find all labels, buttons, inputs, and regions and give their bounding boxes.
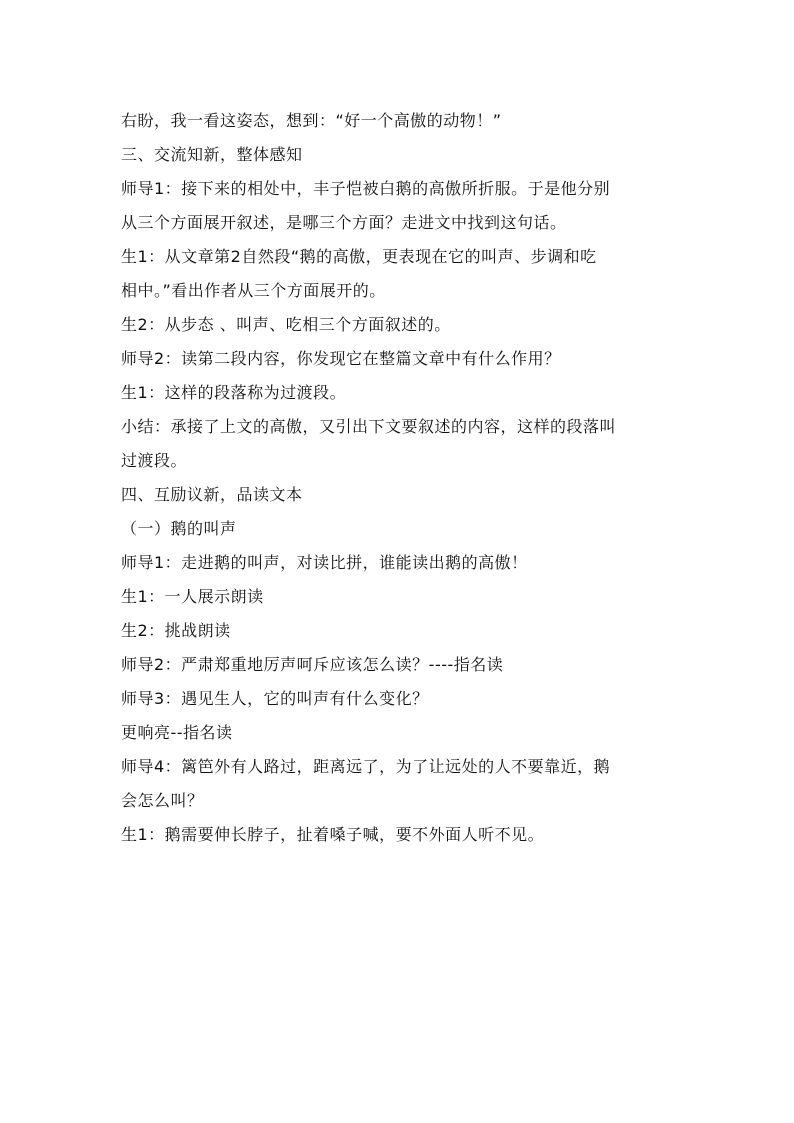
- text-line-4: 从三个方面展开叙述，是哪三个方面？走进文中找到这句话。: [121, 213, 567, 232]
- subsection-heading-1: （一）鹅的叫声: [121, 519, 237, 538]
- text-line-5: 生1：从文章第2自然段“鹅的高傲，更表现在它的叫声、步调和吃: [121, 247, 597, 266]
- text-line-17: 师导2：严肃郑重地厉声呵斥应该怎么读？----指名读: [121, 655, 504, 674]
- text-line-21: 会怎么叫？: [121, 791, 204, 810]
- text-line-18: 师导3：遇见生人，它的叫声有什么变化？: [121, 689, 429, 708]
- text-line-22: 生1：鹅需要伸长脖子，扯着嗓子喊，要不外面人听不见。: [121, 825, 545, 844]
- section-heading-4: 四、互励议新，品读文本: [121, 485, 303, 504]
- text-line-19: 更响亮--指名读: [121, 723, 233, 742]
- text-line-10: 小结：承接了上文的高傲，又引出下文要叙述的内容，这样的段落叫: [121, 417, 617, 436]
- text-line-11: 过渡段。: [121, 451, 188, 470]
- section-heading-3: 三、交流知新，整体感知: [121, 145, 303, 164]
- document-body: [121, 104, 687, 852]
- text-line-15: 生1：一人展示朗读: [121, 587, 264, 606]
- text-line-3: 师导1：接下来的相处中，丰子恺被白鹅的高傲所折服。于是他分别: [121, 179, 611, 198]
- text-line-20: 师导4：篱笆外有人路过，距离远了，为了让远处的人不要靠近，鹅: [121, 757, 611, 776]
- text-line-8: 师导2：读第二段内容，你发现它在整篇文章中有什么作用？: [121, 349, 561, 368]
- text-line-1: 右盼，我一看这姿态，想到：“好一个高傲的动物！”: [121, 111, 502, 130]
- text-line-16: 生2：挑战朗读: [121, 621, 231, 640]
- text-line-9: 生1：这样的段落称为过渡段。: [121, 383, 347, 402]
- text-line-14: 师导1：走进鹅的叫声，对读比拼，谁能读出鹅的高傲！: [121, 553, 528, 572]
- text-line-7: 生2：从步态 、叫声、吃相三个方面叙述的。: [121, 315, 451, 334]
- text-line-6: 相中。”看出作者从三个方面展开的。: [121, 281, 386, 300]
